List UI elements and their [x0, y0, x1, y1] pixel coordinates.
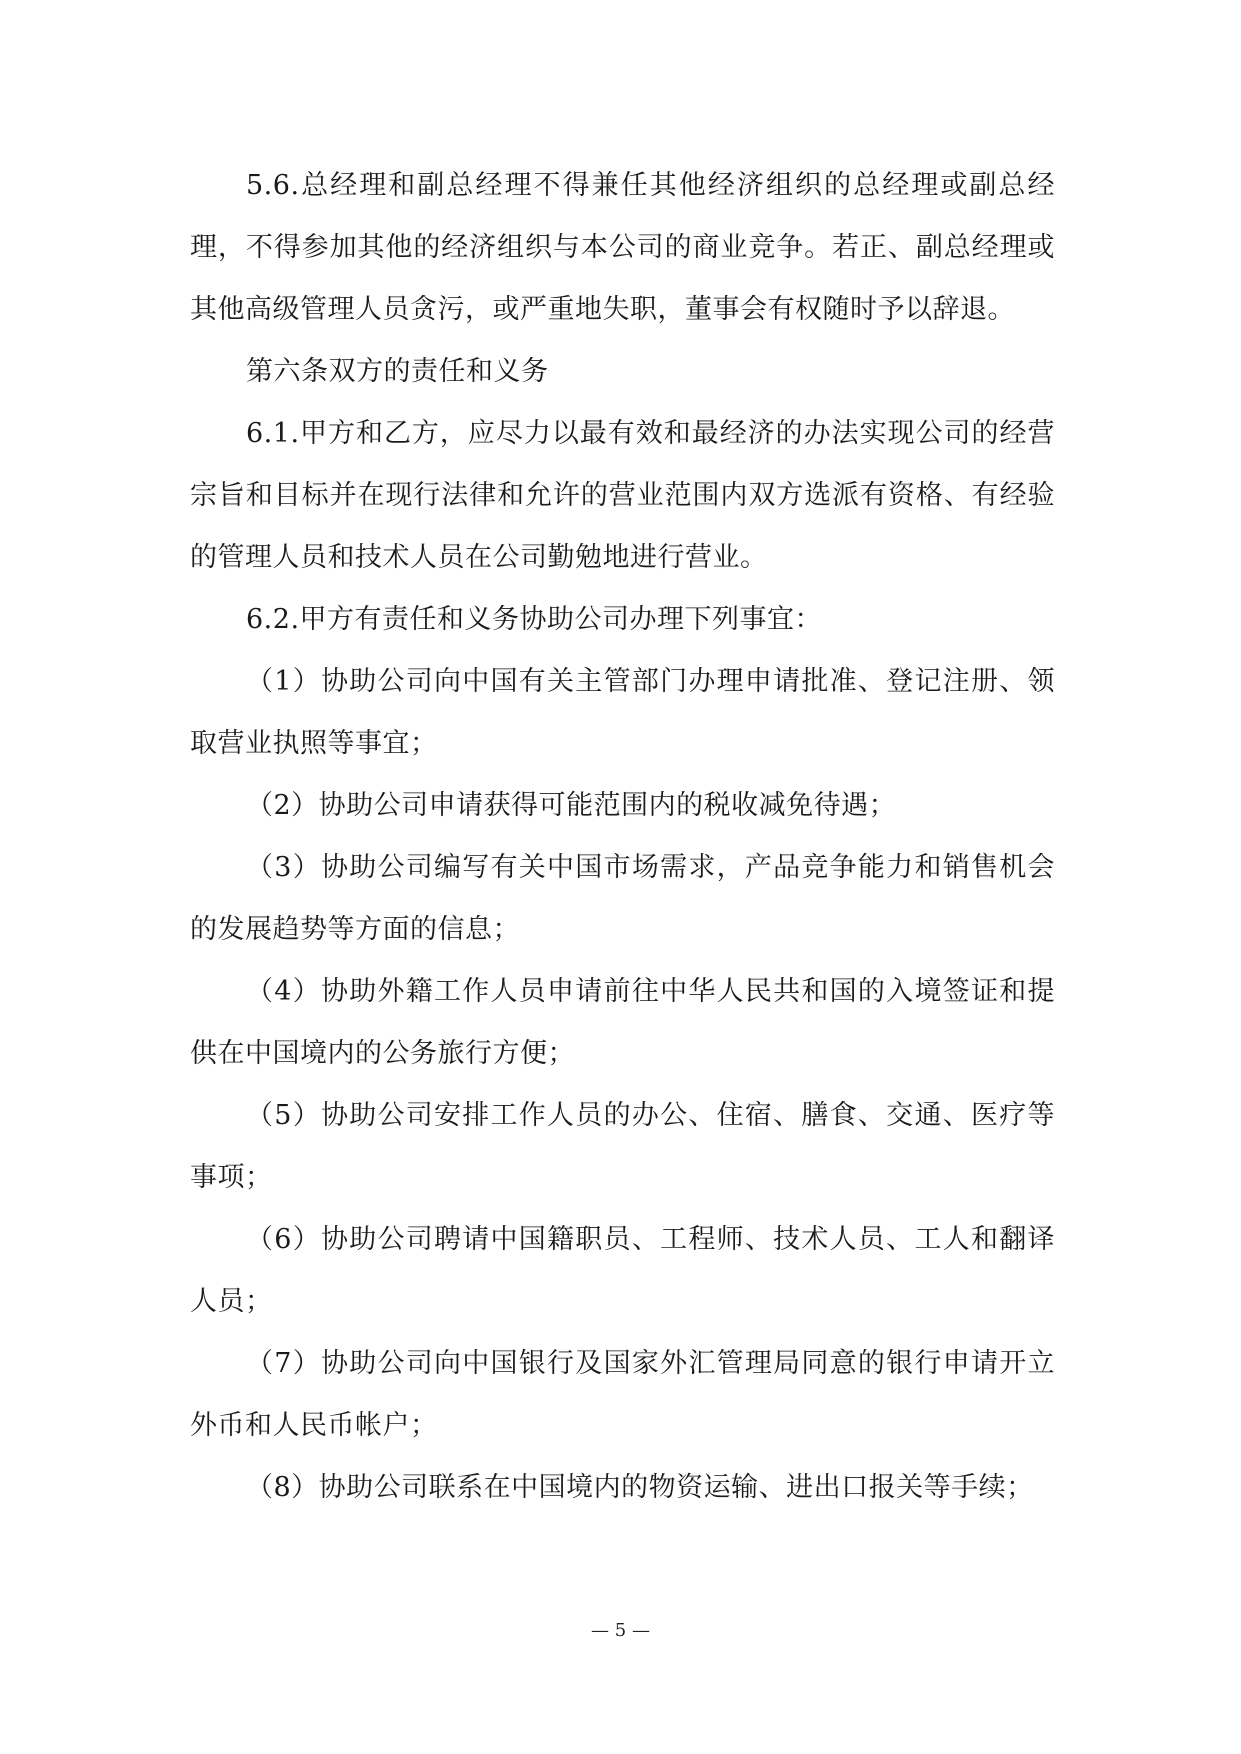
list-item-8: （8）协助公司联系在中国境内的物资运输、进出口报关等手续； [246, 1472, 1034, 1503]
list-item-5: （5）协助公司安排工作人员的办公、住宿、膳食、交通、医疗等事项； [190, 1100, 1055, 1193]
list-item-2: （2）协助公司申请获得可能范围内的税收减免待遇； [246, 790, 897, 821]
body-text [190, 155, 1055, 1519]
list-item-4: （4）协助外籍工作人员申请前往中华人民共和国的入境签证和提供在中国境内的公务旅行方便； [190, 976, 1055, 1069]
list-item-7: （7）协助公司向中国银行及国家外汇管理局同意的银行申请开立外币和人民币帐户； [190, 1348, 1055, 1441]
list-item-6: （6）协助公司聘请中国籍职员、工程师、技术人员、工人和翻译人员； [190, 1224, 1055, 1317]
paragraph-6-1: 6.1.甲方和乙方，应尽力以最有效和最经济的办法实现公司的经营宗旨和目标并在现行法律和允许的营业范围内双方选派有资格、有经验的管理人员和技术人员在公司勤勉地进行营业。 [190, 418, 1055, 573]
paragraph-6-2: 6.2.甲方有责任和义务协助公司办理下列事宜： [246, 604, 823, 635]
list-item-3: （3）协助公司编写有关中国市场需求，产品竞争能力和销售机会的发展趋势等方面的信息； [190, 852, 1055, 945]
article-6-heading: 第六条双方的责任和义务 [246, 356, 549, 387]
paragraph-5-6: 5.6.总经理和副总经理不得兼任其他经济组织的总经理或副总经理，不得参加其他的经济组织与本公司的商业竞争。若正、副总经理或其他高级管理人员贪污，或严重地失职，董事会有权随时予以辞退。 [190, 170, 1055, 325]
list-item-1: （1）协助公司向中国有关主管部门办理申请批准、登记注册、领取营业执照等事宜； [190, 666, 1055, 759]
page-number: — 5 — [591, 1620, 650, 1641]
